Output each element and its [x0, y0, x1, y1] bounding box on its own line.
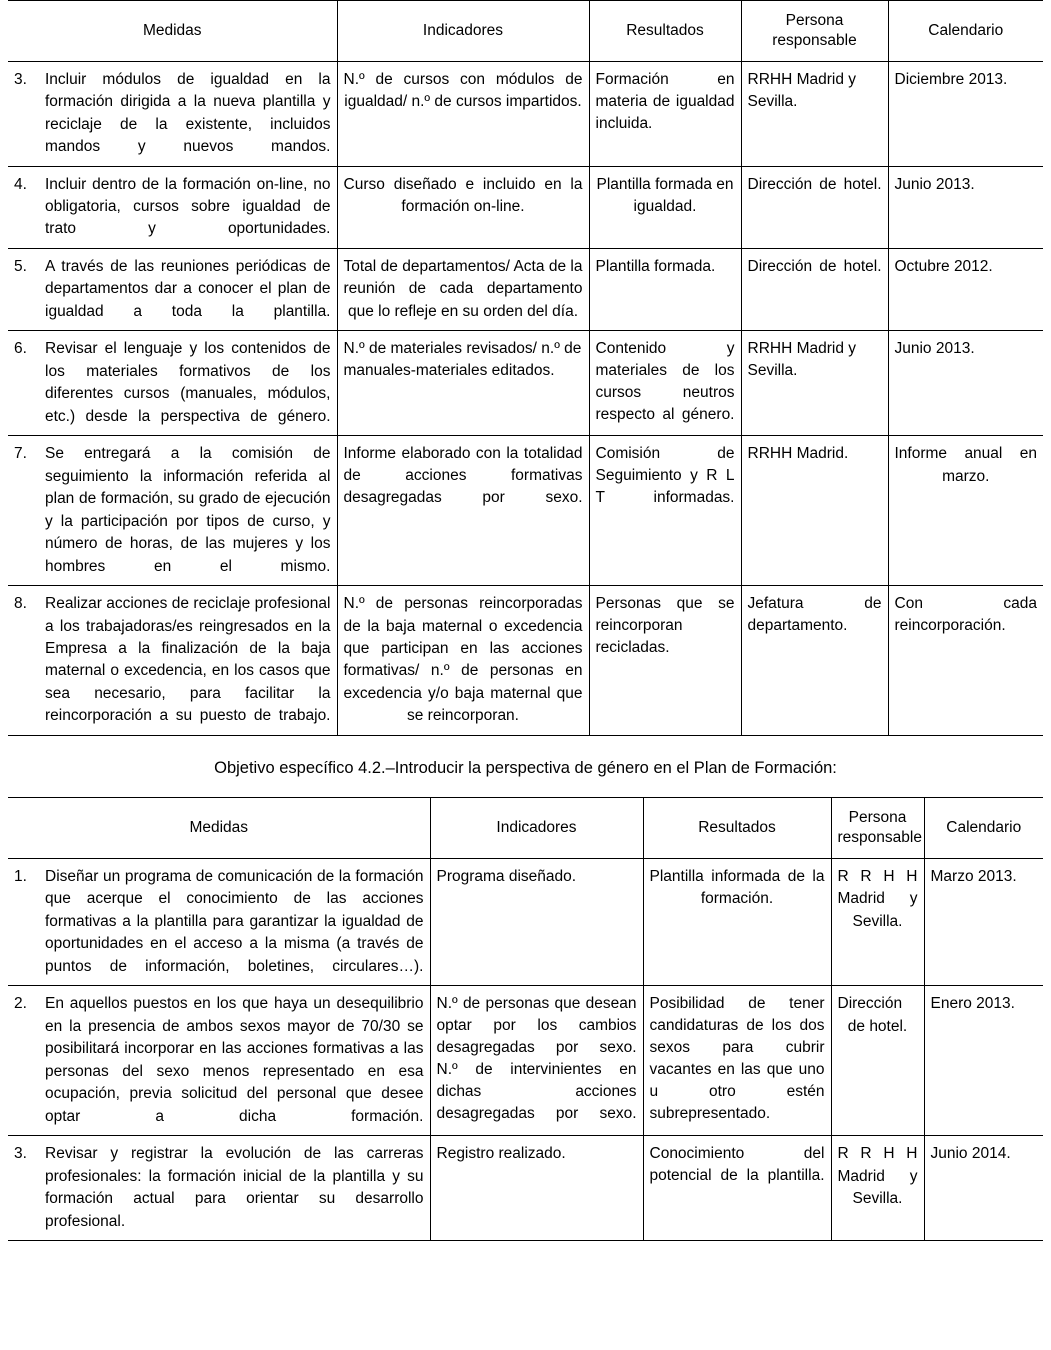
- item-number: 5.: [14, 257, 27, 275]
- table-row: [8, 586, 1043, 736]
- item-number: 4.: [14, 175, 27, 193]
- cell-medida: [8, 248, 337, 330]
- column-header-calendario: Calendario: [888, 1, 1043, 62]
- cell-indicador: [430, 858, 643, 985]
- persona-text: RRHH Madrid.: [747, 445, 849, 463]
- cell-persona: [741, 166, 888, 248]
- cell-calendario: [888, 248, 1043, 330]
- item-number: 2.: [14, 995, 27, 1013]
- indicador-text: N.º de materiales revisados/ n.º de manuales-materiales editados.: [343, 340, 582, 380]
- measure-text: Diseñar un programa de comunicación de la formación que acerque el conocimiento de las acciones formativas a la plantilla para garantizar la igualdad de oportunidades en el acceso a la misma (a través de puntos de información, boletines, circulares…).: [45, 867, 424, 975]
- cell-medida: [8, 436, 337, 586]
- cell-resultado: [643, 858, 831, 985]
- cell-calendario: [888, 436, 1043, 586]
- column-header-persona-responsable: Persona responsable: [831, 798, 924, 859]
- cell-persona: [831, 858, 924, 985]
- cell-medida: [8, 586, 337, 736]
- persona-text: RRHH Madrid y Sevilla.: [747, 340, 857, 380]
- calendario-text: Diciembre 2013.: [894, 70, 1008, 88]
- indicador-text: N.º de personas reincorporadas de la baja maternal o excedencia que participan en las acciones formativas/ n.º de personas en excedencia y/o baja maternal que se reincorporan.: [343, 595, 583, 725]
- column-header-medidas: Medidas: [8, 798, 430, 859]
- column-header-indicadores: Indicadores: [337, 1, 589, 62]
- measures-table-1: [8, 0, 1043, 736]
- table-row: [8, 1, 1043, 62]
- resultado-text: Contenido y materiales de los cursos neutros respecto al género.: [595, 340, 735, 424]
- calendario-text: Junio 2013.: [894, 175, 975, 193]
- persona-text: Jefatura de departamento.: [747, 595, 882, 635]
- cell-medida: [8, 331, 337, 436]
- cell-calendario: [888, 331, 1043, 436]
- cell-persona: [831, 986, 924, 1136]
- cell-calendario: [924, 1136, 1043, 1241]
- column-header-persona-responsable: Persona responsable: [741, 1, 888, 62]
- column-header-resultados: Resultados: [643, 798, 831, 859]
- measure-text: Realizar acciones de reciclaje profesional a los trabajadoras/es reingresados en la Empresa a la finalización de la baja maternal o excedencia, en los casos que sea necesario, para facilitar la reincorporación a su puesto de trabajo.: [45, 595, 331, 725]
- column-header-indicadores: Indicadores: [430, 798, 643, 859]
- table-1-header: [8, 1, 1043, 62]
- measure-text: A través de las reuniones periódicas de departamentos dar a conocer el plan de igualdad a toda la plantilla.: [45, 257, 331, 320]
- cell-medida: [8, 986, 430, 1136]
- measure-text: Se entregará a la comisión de seguimiento la información referida al plan de formación, su grado de ejecución y la participación por tipos de curso, y número de horas, de las mujeres y los hombres en el mismo.: [45, 445, 331, 575]
- persona-text: R R H H Madrid y Sevilla.: [837, 867, 918, 930]
- resultado-text: Plantilla informada de la formación.: [649, 867, 825, 908]
- table-2-header: [8, 798, 1043, 859]
- cell-persona: [741, 436, 888, 586]
- resultado-text: Conocimiento del potencial de la plantilla.: [649, 1145, 825, 1185]
- table-row: [8, 166, 1043, 248]
- resultado-text: Plantilla formada en igualdad.: [596, 175, 734, 215]
- persona-text: R R H H Madrid y Sevilla.: [837, 1145, 918, 1208]
- column-header-resultados: Resultados: [589, 1, 741, 62]
- item-number: 6.: [14, 340, 27, 358]
- cell-calendario: [888, 61, 1043, 166]
- measure-text: Revisar y registrar la evolución de las carreras profesionales: la formación inicial de la plantilla y su formación actual para orientar su desarrollo profesional.: [45, 1145, 424, 1230]
- cell-medida: [8, 166, 337, 248]
- cell-resultado: [589, 331, 741, 436]
- calendario-text: Informe anual en marzo.: [894, 445, 1037, 485]
- cell-resultado: [589, 586, 741, 736]
- column-header-medidas: Medidas: [8, 1, 337, 62]
- cell-indicador: [337, 586, 589, 736]
- cell-indicador: [430, 986, 643, 1136]
- cell-resultado: [643, 1136, 831, 1241]
- calendario-text: Con cada reincorporación.: [894, 595, 1037, 635]
- cell-medida: [8, 1136, 430, 1241]
- calendario-text: Enero 2013.: [930, 995, 1015, 1013]
- resultado-text: Posibilidad de tener candidaturas de los dos sexos para cubrir vacantes en las que uno u otro estén subrepresentado.: [649, 995, 825, 1123]
- measure-text: En aquellos puestos en los que haya un desequilibrio en la presencia de ambos sexos mayor de 70/30 se posibilitará incorporar en las acciones formativas a las personas del sexo menos representado en esa ocupación, previa solicitud del personal que desee optar a dicha formación.: [45, 995, 424, 1125]
- persona-text: Dirección de hotel.: [837, 995, 908, 1035]
- cell-persona: [741, 248, 888, 330]
- cell-persona: [741, 331, 888, 436]
- persona-text: Dirección de hotel.: [747, 175, 882, 193]
- table-row: [8, 248, 1043, 330]
- cell-indicador: [337, 166, 589, 248]
- indicador-text: N.º de cursos con módulos de igualdad/ n.º de cursos impartidos.: [343, 70, 583, 111]
- table-row: [8, 858, 1043, 985]
- measure-text: Incluir módulos de igualdad en la formación dirigida a la nueva plantilla y reciclaje de la existente, incluidos mandos y nuevos mandos.: [45, 70, 331, 156]
- item-number: 8.: [14, 595, 27, 613]
- cell-resultado: [589, 248, 741, 330]
- table-1-body: [8, 61, 1043, 735]
- cell-resultado: [643, 986, 831, 1136]
- indicador-text: Curso diseñado e incluido en la formación on-line.: [343, 175, 583, 215]
- item-number: 1.: [14, 867, 27, 885]
- measure-text: Incluir dentro de la formación on-line, no obligatoria, cursos sobre igualdad de trato y oportunidades.: [45, 175, 331, 238]
- cell-calendario: [888, 586, 1043, 736]
- table-row: [8, 436, 1043, 586]
- persona-text: RRHH Madrid y Sevilla.: [747, 70, 857, 110]
- cell-persona: [741, 586, 888, 736]
- cell-indicador: [337, 436, 589, 586]
- table-row: [8, 986, 1043, 1136]
- indicador-text: Registro realizado.: [436, 1145, 566, 1163]
- resultado-text: Personas que se reincorporan recicladas.: [595, 595, 735, 657]
- cell-resultado: [589, 436, 741, 586]
- indicador-text: Total de departamentos/ Acta de la reunión de cada departamento que lo refleje en su orden del día.: [343, 257, 583, 320]
- cell-resultado: [589, 61, 741, 166]
- table-row: [8, 331, 1043, 436]
- calendario-text: Junio 2014.: [930, 1145, 1011, 1163]
- resultado-text: Comisión de Seguimiento y R L T informadas.: [595, 445, 735, 507]
- cell-persona: [831, 1136, 924, 1241]
- cell-calendario: [924, 986, 1043, 1136]
- cell-resultado: [589, 166, 741, 248]
- resultado-text: Plantilla formada.: [595, 257, 716, 275]
- cell-medida: [8, 61, 337, 166]
- section-heading: Objetivo específico 4.2.–Introducir la perspectiva de género en el Plan de Formación:: [214, 758, 837, 777]
- indicador-text-part-1: N.º de personas que desean optar por los cambios desagregadas por sexo.: [436, 995, 637, 1057]
- cell-indicador: [430, 1136, 643, 1241]
- indicador-text: Programa diseñado.: [436, 867, 577, 885]
- item-number: 3.: [14, 70, 27, 88]
- measure-text: Revisar el lenguaje y los contenidos de los materiales formativos de los diferentes cursos (manuales, módulos, etc.) desde la perspectiva de género.: [45, 340, 331, 425]
- persona-text: Dirección de hotel.: [747, 257, 882, 275]
- calendario-text: Junio 2013.: [894, 340, 975, 358]
- cell-indicador: [337, 331, 589, 436]
- cell-calendario: [924, 858, 1043, 985]
- indicador-text: Informe elaborado con la totalidad de acciones formativas desagregadas por sexo.: [343, 445, 583, 507]
- table-2-body: [8, 858, 1043, 1240]
- table-row: [8, 798, 1043, 859]
- item-number: 7.: [14, 445, 27, 463]
- cell-persona: [741, 61, 888, 166]
- indicador-text-part-2: N.º de intervinientes en dichas acciones desagregadas por sexo.: [436, 1061, 637, 1123]
- table-row: [8, 61, 1043, 166]
- cell-indicador: [337, 248, 589, 330]
- cell-indicador: [337, 61, 589, 166]
- cell-medida: [8, 858, 430, 985]
- measures-table-2: [8, 797, 1043, 1241]
- table-row: [8, 1136, 1043, 1241]
- column-header-calendario: Calendario: [924, 798, 1043, 859]
- resultado-text: Formación en materia de igualdad incluida.: [595, 70, 735, 132]
- item-number: 3.: [14, 1145, 27, 1163]
- calendario-text: Octubre 2012.: [894, 257, 993, 275]
- cell-calendario: [888, 166, 1043, 248]
- calendario-text: Marzo 2013.: [930, 867, 1017, 885]
